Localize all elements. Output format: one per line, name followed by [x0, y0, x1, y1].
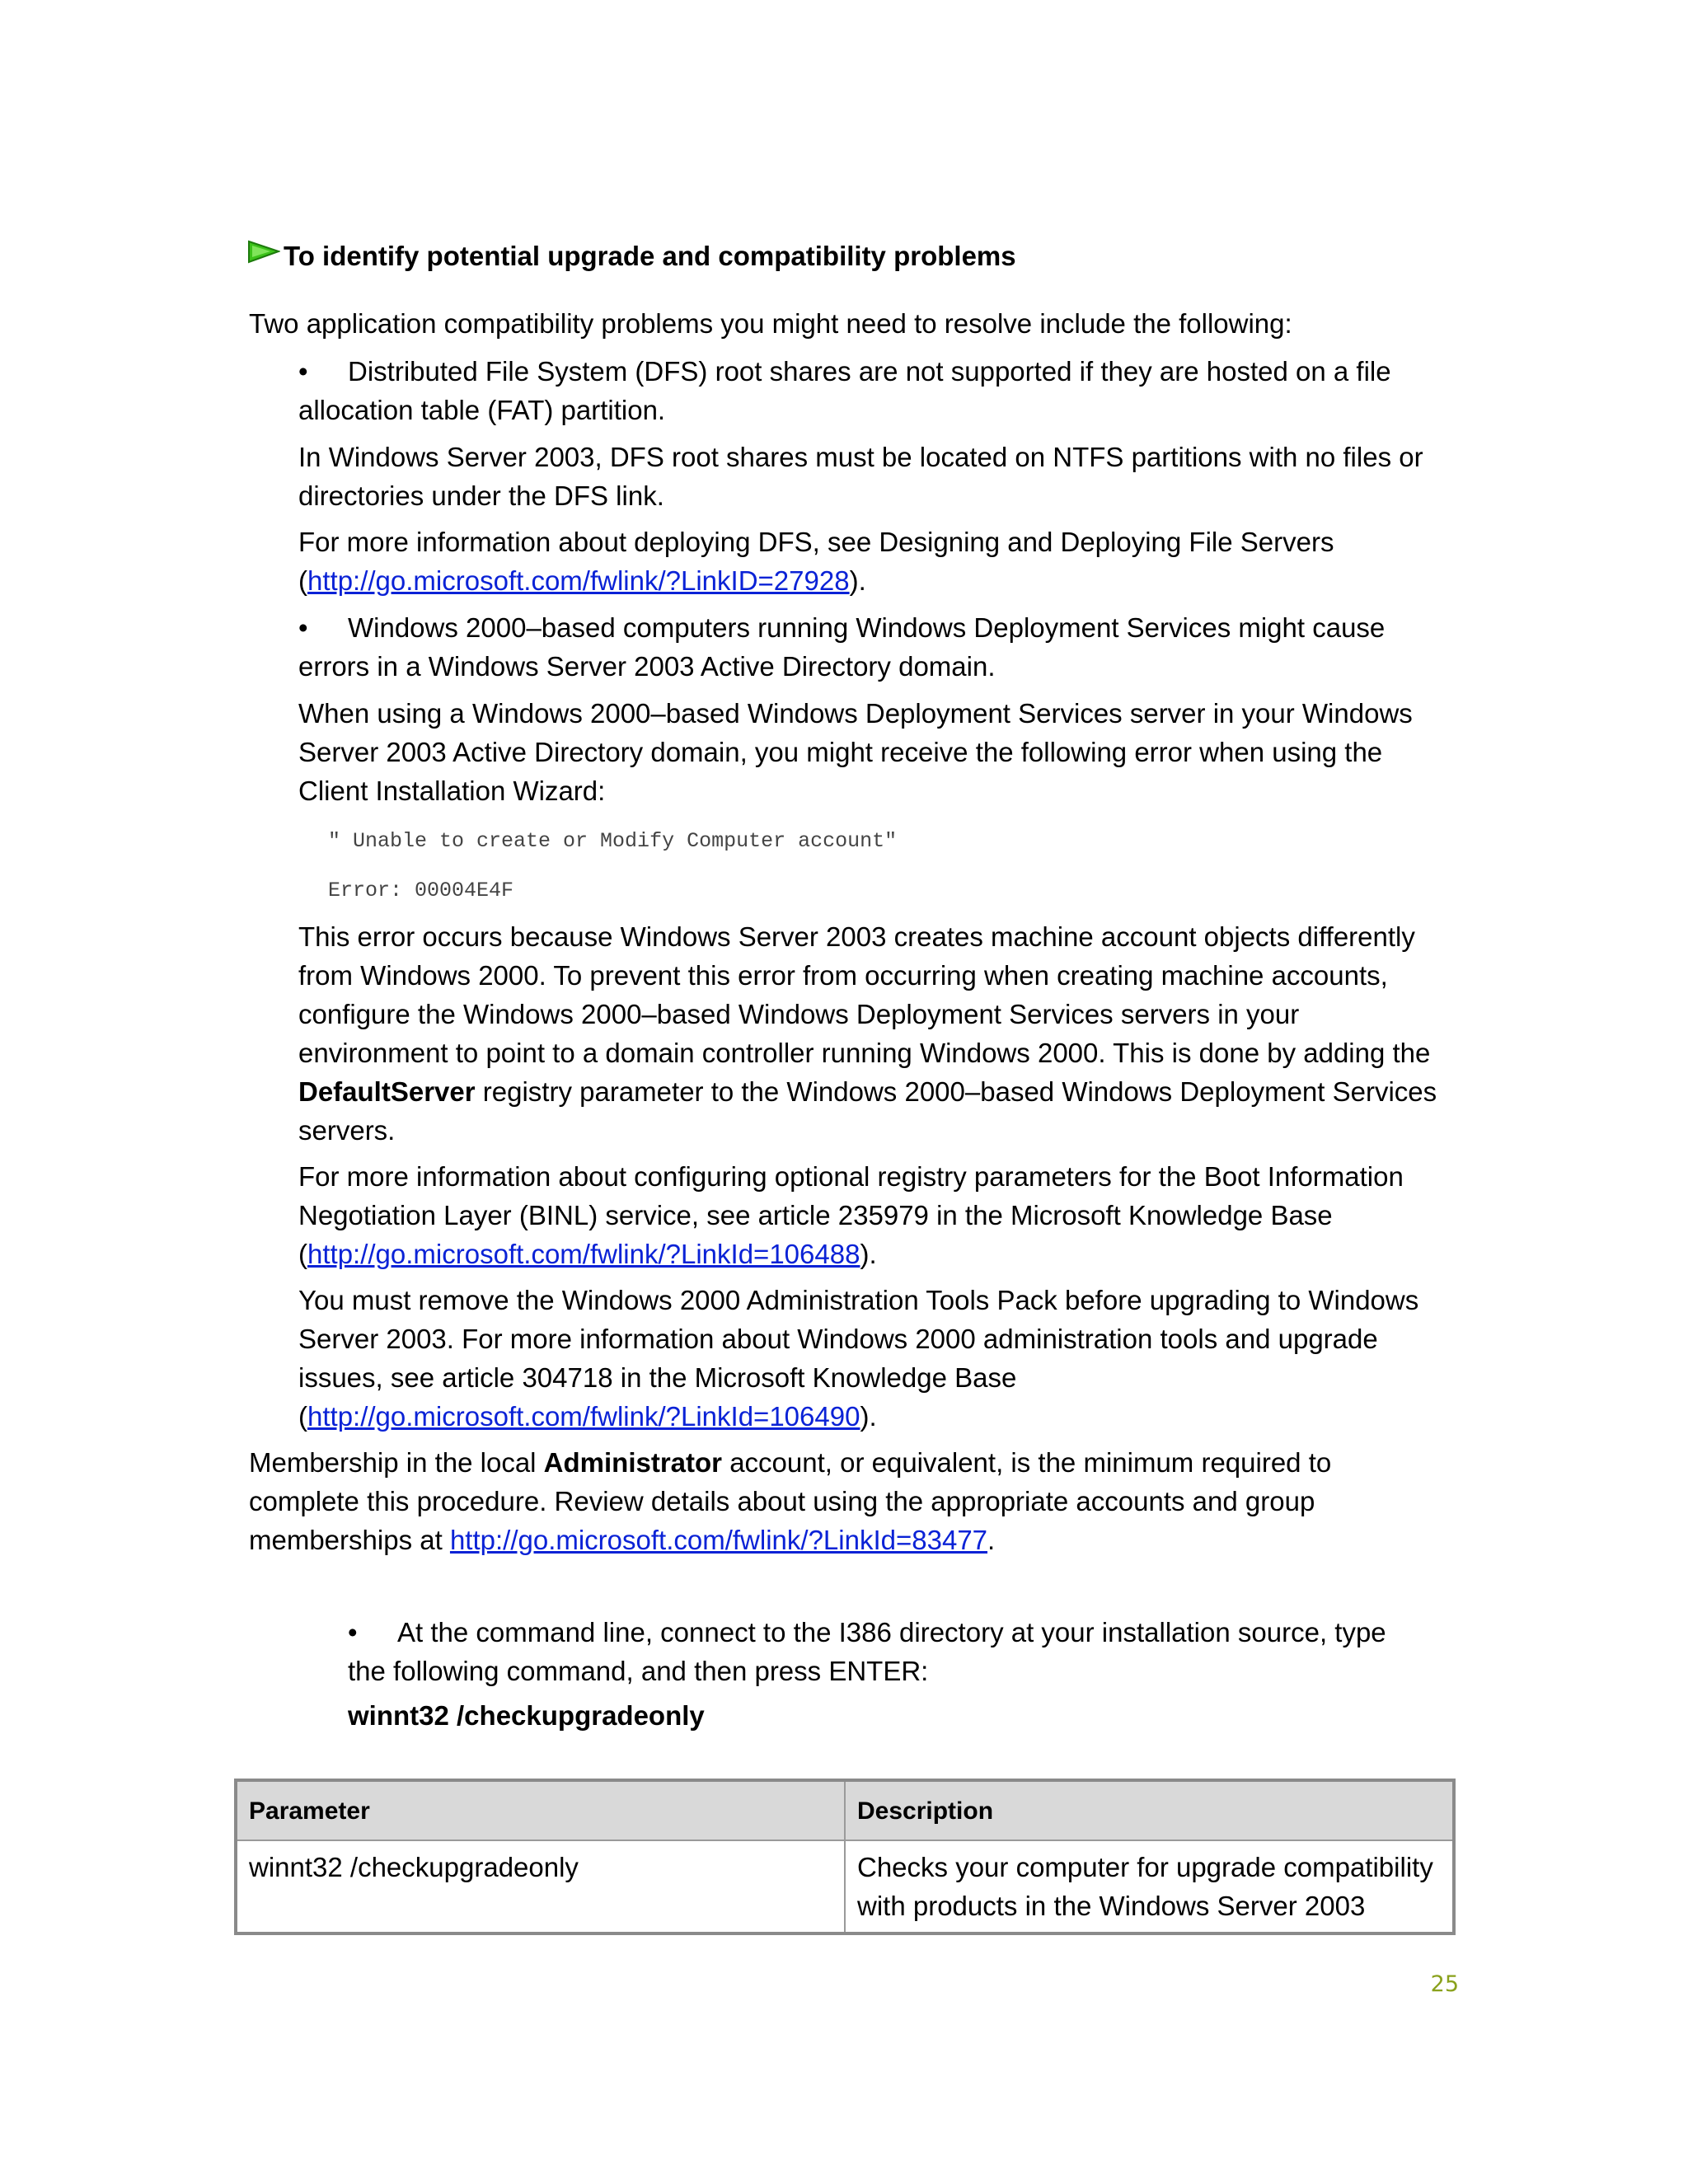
paren-close: ). — [860, 1401, 877, 1432]
column-header-description: Description — [845, 1780, 1454, 1840]
p2-text-a: This error occurs because Windows Server 2003 creates machine account objects differently from Windows 2000. To prevent this error from occurring when creating machine accounts, configure the Windows 2000–based Windows Deployment Services servers in your environment to point to a domain controller running Windows 2000. This is done by adding the — [298, 921, 1431, 1068]
parameter-table — [234, 1779, 1456, 1935]
kb-304718-link[interactable]: http://go.microsoft.com/fwlink/?LinkId=106490 — [307, 1401, 860, 1432]
bullet-2-paragraph-3 — [298, 1157, 1452, 1273]
paren-close: ). — [860, 1239, 877, 1269]
command-text: winnt32 /checkupgradeonly — [348, 1700, 705, 1731]
period: . — [987, 1525, 996, 1555]
kb-235979-link[interactable]: http://go.microsoft.com/fwlink/?LinkId=106488 — [307, 1239, 860, 1269]
paren-open: ( — [298, 1239, 307, 1269]
bullet-1-lead: Distributed File System (DFS) root shares are not supported if they are hosted on a file — [348, 356, 1391, 387]
bullet-1-p2-text: For more information about deploying DFS, see Designing and Deploying File Servers — [298, 527, 1334, 557]
bullet-1-paragraph-1: In Windows Server 2003, DFS root shares must be located on NTFS partitions with no files or directories under the DFS link. — [298, 442, 1423, 511]
error-code-line-1: " Unable to create or Modify Computer account" — [328, 829, 898, 853]
bullet-item-1 — [298, 352, 1452, 429]
paren-close: ). — [849, 565, 866, 596]
bullet-2-paragraph-1: When using a Windows 2000–based Windows Deployment Services server in your Windows Server 2003 Active Directory domain, you might receive the following error when using the Client Installation Wizard: — [298, 698, 1413, 806]
bullet-item-2 — [298, 608, 1452, 686]
bullet-icon: • — [298, 356, 308, 387]
bullet-icon: • — [348, 1617, 358, 1647]
bullet-2-lead: Windows 2000–based computers running Windows Deployment Services might cause — [348, 612, 1386, 643]
step-lead: At the command line, connect to the I386 directory at your installation source, type — [397, 1617, 1386, 1647]
dfs-link[interactable]: http://go.microsoft.com/fwlink/?LinkID=27928 — [307, 565, 850, 596]
table-header-row — [236, 1780, 1454, 1840]
column-header-parameter: Parameter — [236, 1780, 845, 1840]
default-server-term: DefaultServer — [298, 1076, 476, 1107]
paren-open: ( — [298, 1401, 307, 1432]
bullet-1-cont: allocation table (FAT) partition. — [298, 395, 666, 425]
administrator-term: Administrator — [543, 1447, 723, 1478]
membership-note — [249, 1443, 1436, 1559]
bullet-2-paragraph-2 — [298, 917, 1452, 1150]
error-code-line-2: Error: 00004E4F — [328, 879, 514, 902]
paren-open: ( — [298, 565, 307, 596]
bullet-1-paragraph-2 — [298, 523, 1452, 600]
intro-text: Two application compatibility problems you might need to resolve include the following: — [249, 308, 1292, 339]
step-cont: the following command, and then press ENTER: — [348, 1656, 929, 1686]
bullet-icon: • — [298, 612, 308, 643]
membership-text-a: Membership in the local — [249, 1447, 544, 1478]
procedure-step — [348, 1613, 1452, 1690]
green-arrow-icon — [247, 240, 280, 265]
page-number: 25 — [1430, 1971, 1459, 1997]
heading-text: To identify potential upgrade and compatibility problems — [284, 241, 1016, 271]
accounts-link[interactable]: http://go.microsoft.com/fwlink/?LinkId=83477 — [449, 1525, 988, 1555]
table-cell-description: Checks your computer for upgrade compatibility with products in the Windows Server 2003 — [845, 1840, 1454, 1933]
p4-text: You must remove the Windows 2000 Administration Tools Pack before upgrading to Windows Server 2003. For more information about Windows 2000 administration tools and upgrade issues, see article 304718 in the Microsoft Knowledge Base — [298, 1285, 1419, 1393]
bullet-2-cont: errors in a Windows Server 2003 Active Directory domain. — [298, 651, 996, 682]
table-row — [236, 1840, 1454, 1933]
p2-text-b: registry parameter to the Windows 2000–based Windows Deployment Services servers. — [298, 1076, 1437, 1146]
bullet-2-paragraph-4 — [298, 1281, 1452, 1436]
table-cell-parameter: winnt32 /checkupgradeonly — [236, 1840, 845, 1933]
procedure-heading — [249, 241, 1452, 272]
p3-text: For more information about configuring optional registry parameters for the Boot Information Negotiation Layer (BINL) service, see article 235979 in the Microsoft Knowledge Base — [298, 1161, 1404, 1230]
membership-text-b: account, or equivalent, is the minimum required to complete this procedure. Review details about using the appropriate accounts and group memberships at — [249, 1447, 1332, 1555]
